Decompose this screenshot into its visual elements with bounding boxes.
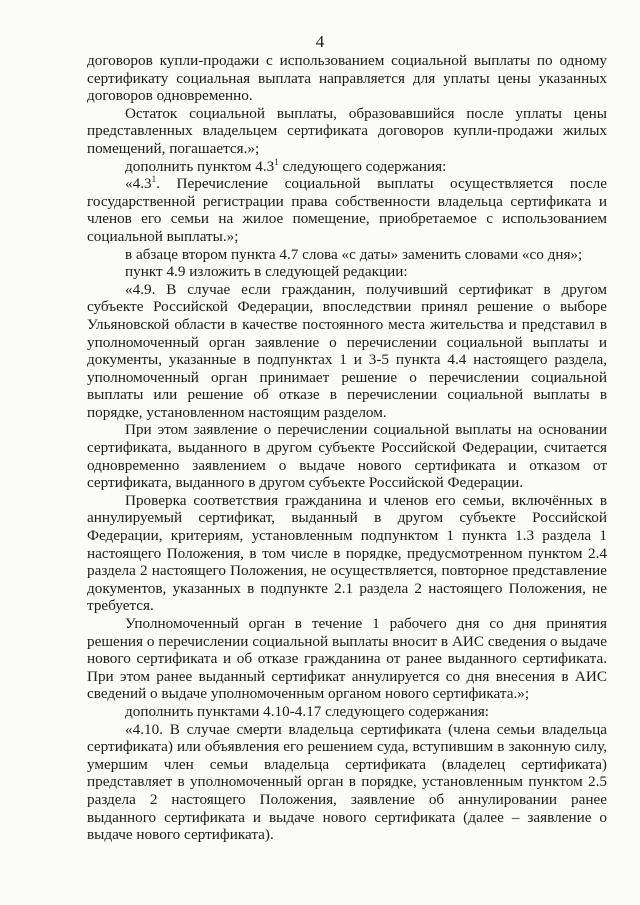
document-body xyxy=(87,52,607,844)
paragraph-2: Остаток социальной выплаты, образовавшийся после уплаты цены представленных владельцем сертификата договоров купли-продажи жилых помещений, погашается.»; xyxy=(87,104,607,157)
paragraph-8: При этом заявление о перечислении социальной выплаты на основании сертификата, выданного в другом субъекте Российской Федерации, считается одновременно заявлением о выдаче нового сертификата и отказом от сертификата, выданного в другом субъекте Российской Федерации. xyxy=(87,421,607,492)
paragraph-6: пункт 4.9 изложить в следующей редакции: xyxy=(125,263,408,281)
paragraph-3: дополнить пунктом $4.3^1$ следующего содержания: xyxy=(125,156,447,175)
paragraph-11: дополнить пунктами 4.10-4.17 следующего содержания: xyxy=(125,702,490,720)
superscript: 1 xyxy=(274,156,279,167)
paragraph-4: «$4.3^1$. Перечисление социальной выплаты осуществляется после государственной регистрации права собственности владельца сертификата и членов его семьи на жилое помещение, приобретаемое с использованием социальной выплаты.»; xyxy=(87,174,607,245)
paragraph-1: договоров купли-продажи с использованием социальной выплаты по одному сертификату социальная выплата направляется для уплаты цены указанных договоров одновременно. xyxy=(87,52,607,105)
page-number: 4 xyxy=(315,32,325,51)
paragraph-9: Проверка соответствия гражданина и членов его семьи, включённых в аннулируемый сертификат, выданный в другом субъекте Российской Федерации, критериям, установленным подпунктом 1 пункта 1.3 раздела 1 настоящего Положения, в том числе в порядке, предусмотренном пунктом 2.4 раздела 2 настоящего Положения, не осуществляется, повторное представление документов, указанных в подпункте 2.1 раздела 2 настоящего Положения, не требуется. xyxy=(87,491,607,615)
paragraph-12: «4.10. В случае смерти владельца сертификата (члена семьи владельца сертификата) или объявления его решением суда, вступившим в законную силу, умершим член семьи владельца сертификата (владелец сертификата) представляет в уполномоченный орган в порядке, установленным пунктом 2.5 раздела 2 настоящего Положения, заявление об аннулировании ранее выданного сертификата и выдаче нового сертификата (далее – заявление о выдаче нового сертификата). xyxy=(87,720,607,844)
superscript: 1 xyxy=(151,174,157,185)
paragraph-10: Уполномоченный орган в течение 1 рабочего дня со дня принятия решения о перечислении социальной выплаты вносит в АИС сведения о выдаче нового сертификата и об отказе гражданина от ранее выданного сертификата. При этом ранее выданный сертификат аннулируется со дня внесения в АИС сведений о выдаче уполномоченным органом нового сертификата.»; xyxy=(87,615,607,703)
paragraph-5: в абзаце втором пункта 4.7 слова «с даты» заменить словами «со дня»; xyxy=(125,245,583,263)
paragraph-7: «4.9. В случае если гражданин, получивший сертификат в другом субъекте Российской Федерации, впоследствии принял решение о выборе Ульяновской области в качестве постоянного места жительства и представил в уполномоченный орган заявление о перечислении социальной выплаты и документы, указанные в подпунктах 1 и 3-5 пункта 4.4 настоящего раздела, уполномоченный орган принимает решение о перечислении социальной выплаты или решение об отказе в перечислении социальной выплаты в порядке, установленном настоящим разделом. xyxy=(87,280,607,421)
